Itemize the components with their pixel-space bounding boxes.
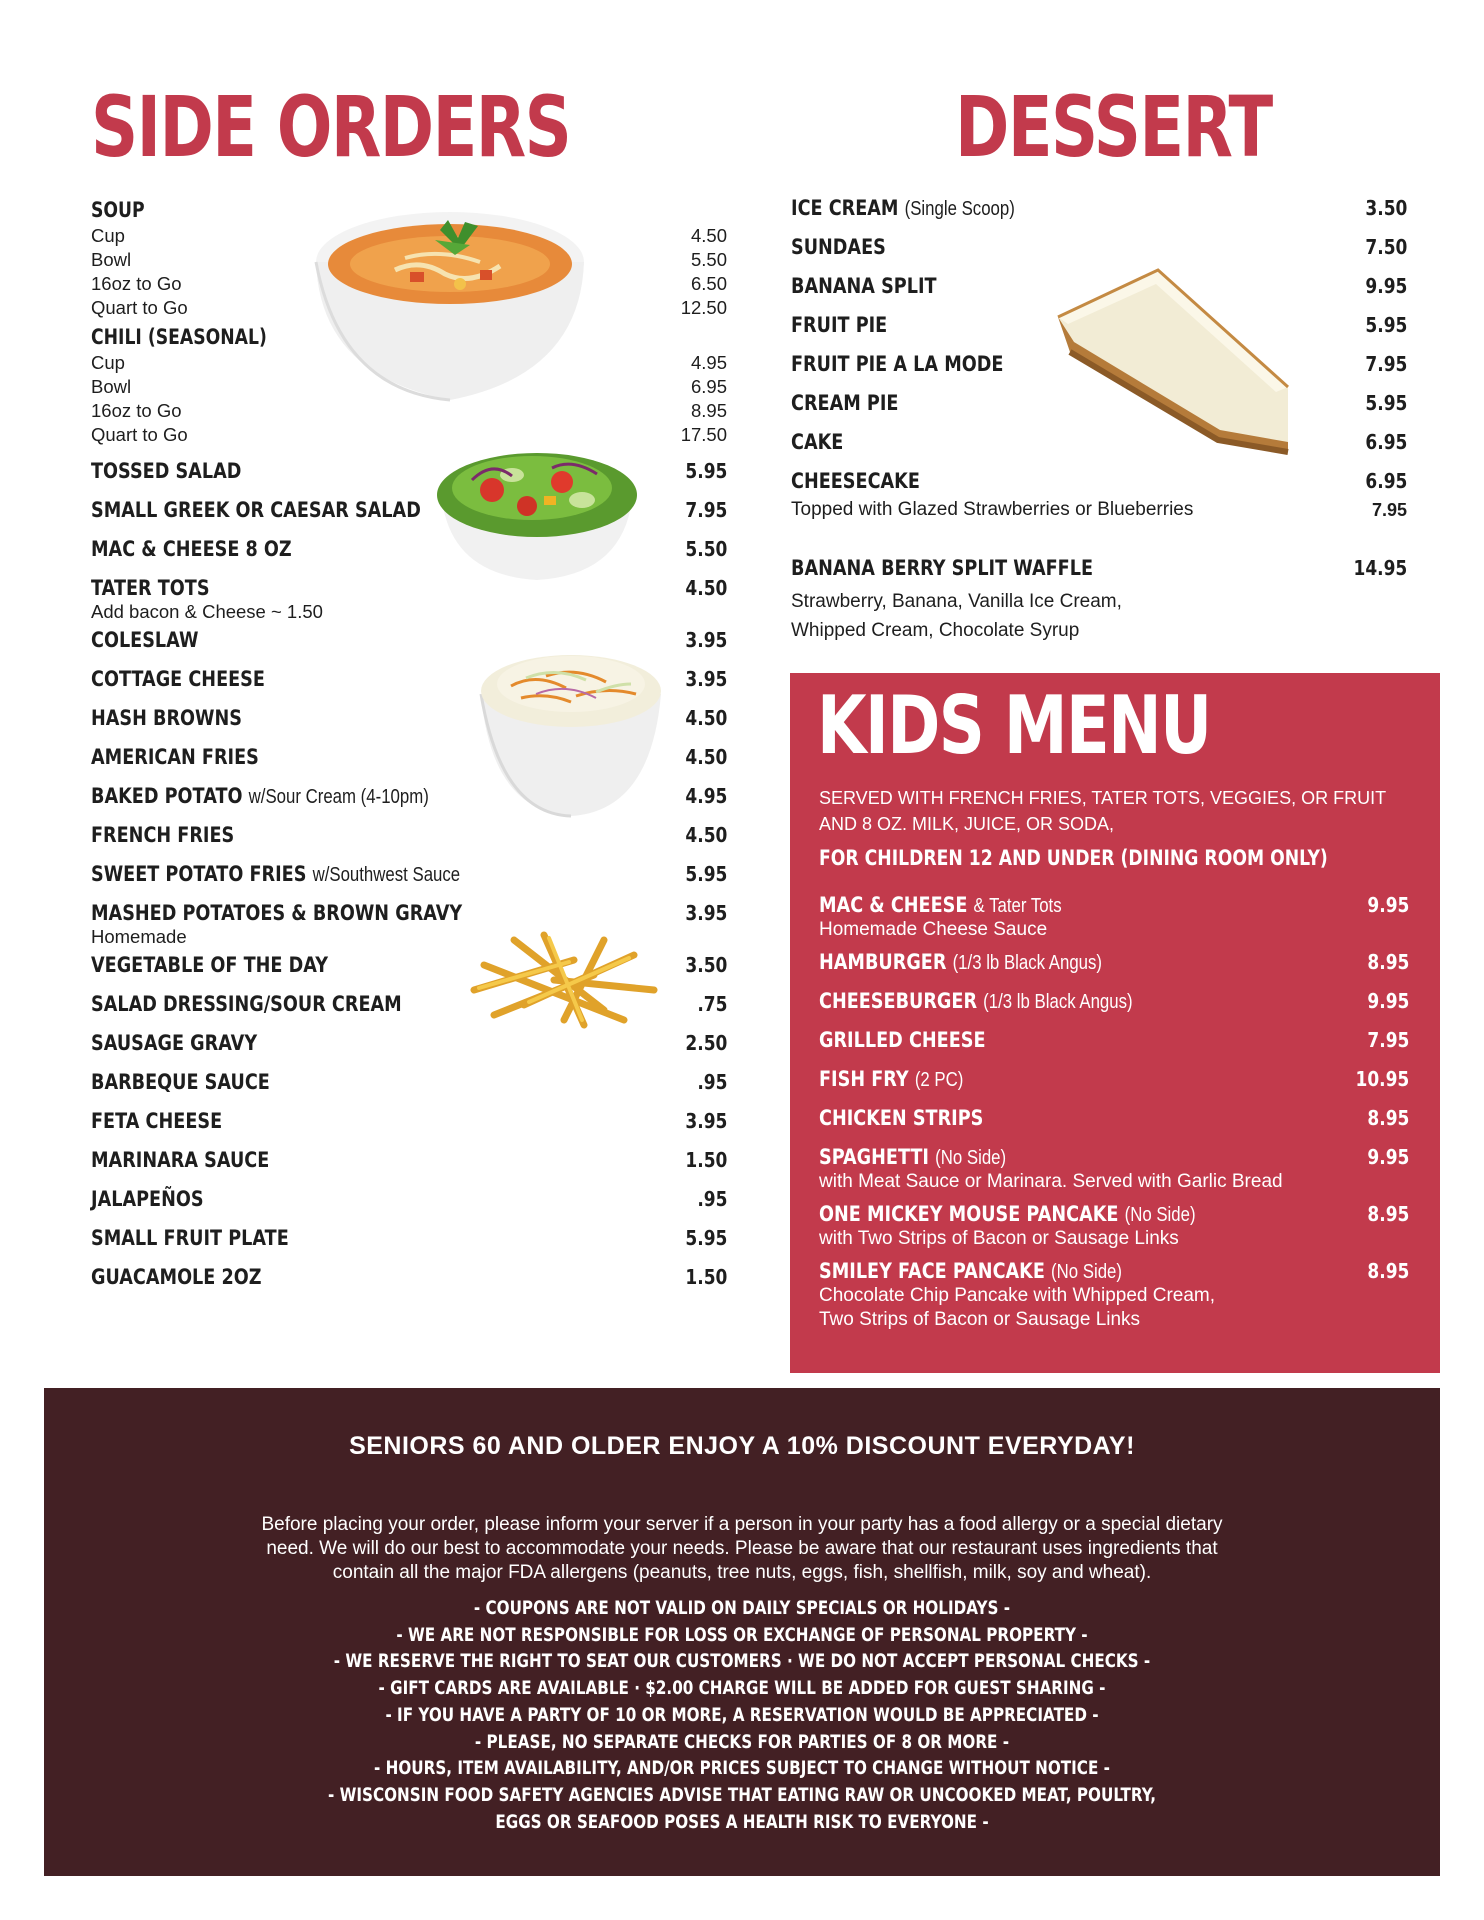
- item-desc-line: Chocolate Chip Pancake with Whipped Cream,: [819, 1285, 1216, 1306]
- size-label: Quart to Go: [91, 424, 188, 445]
- soup-title: SOUP: [91, 198, 145, 222]
- item-name: [791, 391, 898, 415]
- item-name: [91, 1226, 289, 1250]
- item-price: 5.95: [685, 1226, 727, 1250]
- side-item-row: [91, 784, 727, 823]
- soup-group: [91, 196, 727, 320]
- side-item-row: [91, 537, 727, 576]
- item-name-text: SAUSAGE GRAVY: [91, 1031, 258, 1055]
- size-price: 4.50: [690, 225, 727, 246]
- size-price: 8.95: [690, 400, 727, 421]
- item-price: 5.50: [685, 537, 727, 561]
- kids-age-note: FOR CHILDREN 12 AND UNDER (DINING ROOM ONLY): [819, 846, 1328, 870]
- item-name: [819, 1145, 1006, 1170]
- policy-rule: - HOURS, ITEM AVAILABILITY, AND/OR PRICES SUBJECT TO CHANGE WITHOUT NOTICE -: [374, 1757, 1110, 1780]
- item-price: 4.50: [685, 576, 727, 600]
- item-price: 8.95: [1367, 950, 1409, 974]
- dessert-items-list: [791, 196, 1407, 508]
- chili-size-row: [91, 351, 727, 375]
- item-price: 4.50: [685, 745, 727, 769]
- side-item-row: [91, 1265, 727, 1304]
- item-note: (2 PC): [914, 1069, 964, 1091]
- item-addon: Add bacon & Cheese ~ 1.50: [91, 601, 323, 622]
- item-name: [791, 313, 887, 337]
- size-label: Cup: [91, 352, 125, 373]
- size-price: 6.50: [690, 273, 727, 294]
- size-label: Cup: [91, 225, 125, 246]
- side-item-row: [91, 901, 727, 940]
- side-item-row: [91, 953, 727, 992]
- item-name: [819, 1106, 983, 1130]
- item-name-text: TATER TOTS: [91, 576, 210, 600]
- item-name: [91, 992, 402, 1016]
- dessert-heading: DESSERT: [955, 78, 1272, 176]
- item-name-text: SMALL FRUIT PLATE: [91, 1226, 289, 1250]
- item-price: 1.50: [685, 1148, 727, 1172]
- kids-item-row: [819, 1067, 1409, 1106]
- item-price: 5.95: [685, 459, 727, 483]
- item-price: .75: [696, 992, 727, 1016]
- soup-size-row: [91, 272, 727, 296]
- item-name: [91, 706, 242, 730]
- item-name-text: MARINARA SAUCE: [91, 1148, 270, 1172]
- item-name: [819, 950, 1102, 975]
- side-item-row: [91, 576, 727, 615]
- side-item-row: [91, 1187, 727, 1226]
- item-name: [91, 901, 462, 925]
- waffle-price: 14.95: [1353, 556, 1407, 580]
- footer-notice: [44, 1388, 1440, 1876]
- policy-rule: EGGS OR SEAFOOD POSES A HEALTH RISK TO EVERYONE -: [495, 1810, 989, 1833]
- size-price: 12.50: [680, 297, 727, 318]
- policy-rule: - WE ARE NOT RESPONSIBLE FOR LOSS OR EXCHANGE OF PERSONAL PROPERTY -: [396, 1623, 1088, 1646]
- kids-served-with: [819, 785, 1419, 837]
- dessert-item-row: [791, 391, 1407, 430]
- dessert-item-row: [791, 196, 1407, 235]
- item-name-text: BAKED POTATO: [91, 784, 243, 808]
- item-name: [791, 235, 886, 259]
- item-price: 9.95: [1367, 1145, 1409, 1169]
- item-name-text: VEGETABLE OF THE DAY: [91, 953, 328, 977]
- size-label: Bowl: [91, 376, 132, 397]
- item-note: (No Side): [1124, 1204, 1196, 1226]
- item-note: (No Side): [1051, 1261, 1123, 1283]
- allergy-line: Before placing your order, please inform your server if a person in your party has a food allergy or a special dietary: [261, 1514, 1223, 1535]
- waffle-name: BANANA BERRY SPLIT WAFFLE: [791, 556, 1094, 580]
- item-name: [91, 862, 460, 887]
- item-name: [91, 576, 210, 600]
- dessert-item-row: [791, 313, 1407, 352]
- item-price: 10.95: [1355, 1067, 1409, 1091]
- side-item-row: [91, 706, 727, 745]
- item-name-text: COTTAGE CHEESE: [91, 667, 265, 691]
- item-price: 9.95: [1367, 989, 1409, 1013]
- item-name-text: BARBEQUE SAUCE: [91, 1070, 270, 1094]
- item-name: [91, 1265, 262, 1289]
- item-name-text: GRILLED CHEESE: [819, 1028, 986, 1052]
- item-price: 4.95: [685, 784, 727, 808]
- item-name-text: HAMBURGER: [819, 950, 947, 974]
- item-name: [819, 1028, 986, 1052]
- item-desc: [819, 1170, 1409, 1194]
- kids-menu-heading: KIDS MENU: [817, 679, 1211, 772]
- soup-size-row: [91, 296, 727, 320]
- topping-text: Topped with Glazed Strawberries or Blueberries: [791, 499, 1194, 520]
- item-price: 4.50: [685, 823, 727, 847]
- item-name: [819, 1259, 1122, 1284]
- item-name: [791, 352, 1003, 376]
- item-note: (1/3 lb Black Angus): [983, 991, 1133, 1013]
- item-name-text: SWEET POTATO FRIES: [91, 862, 307, 886]
- chili-size-row: [91, 399, 727, 423]
- item-price: 4.50: [685, 706, 727, 730]
- item-note: w/Southwest Sauce: [312, 864, 461, 886]
- item-name-text: SPAGHETTI: [819, 1145, 930, 1169]
- policy-rule: - WISCONSIN FOOD SAFETY AGENCIES ADVISE THAT EATING RAW OR UNCOOKED MEAT, POULTRY,: [327, 1783, 1156, 1806]
- side-orders-heading: SIDE ORDERS: [91, 78, 571, 176]
- item-name-text: ONE MICKEY MOUSE PANCAKE: [819, 1202, 1119, 1226]
- item-name: [91, 537, 292, 561]
- item-name: [791, 196, 1015, 221]
- kids-item-row: [819, 950, 1409, 989]
- item-price: 7.95: [1367, 1028, 1409, 1052]
- item-name-text: AMERICAN FRIES: [91, 745, 259, 769]
- item-price: 3.50: [1365, 196, 1407, 220]
- side-orders-section: [91, 196, 727, 1304]
- allergy-notice: [204, 1513, 1280, 1585]
- item-addon: Homemade: [91, 926, 187, 947]
- item-name-text: ICE CREAM: [791, 196, 899, 220]
- side-item-row: [91, 745, 727, 784]
- item-price: 7.50: [1365, 235, 1407, 259]
- policy-rules: [44, 1595, 1440, 1835]
- item-name: [791, 469, 920, 493]
- item-name-text: JALAPEÑOS: [91, 1187, 204, 1211]
- item-price: 8.95: [1367, 1202, 1409, 1226]
- size-price: 4.95: [690, 352, 727, 373]
- item-note: (1/3 lb Black Angus): [952, 952, 1103, 974]
- item-name: [819, 1202, 1196, 1227]
- waffle-desc: [791, 587, 1407, 616]
- item-name: [91, 1031, 257, 1055]
- item-price: 8.95: [1367, 1106, 1409, 1130]
- item-price: 7.95: [1365, 352, 1407, 376]
- item-name-text: FRUIT PIE: [791, 313, 888, 337]
- chili-size-row: [91, 423, 727, 447]
- kids-item-row: [819, 989, 1409, 1028]
- item-name: [91, 953, 328, 977]
- item-note: (No Side): [935, 1147, 1007, 1169]
- dessert-item-row: [791, 235, 1407, 274]
- kids-menu-box: [790, 673, 1440, 1373]
- item-name-text: MAC & CHEESE: [819, 893, 968, 917]
- item-name-text: SMALL GREEK OR CAESAR SALAD: [91, 498, 421, 522]
- item-name: [91, 745, 259, 769]
- chili-size-row: [91, 375, 727, 399]
- size-label: Bowl: [91, 249, 132, 270]
- item-price: 3.95: [685, 667, 727, 691]
- item-price: 5.95: [1365, 391, 1407, 415]
- item-name: [91, 1109, 222, 1133]
- item-name-text: SUNDAES: [791, 235, 886, 259]
- side-item-row: [91, 628, 727, 667]
- side-items-list: [91, 459, 727, 1304]
- size-price: 6.95: [690, 376, 727, 397]
- item-note: & Tater Tots: [973, 895, 1062, 917]
- side-item-row: [91, 1226, 727, 1265]
- side-item-row: [91, 823, 727, 862]
- side-item-row: [91, 1148, 727, 1187]
- side-item-row: [91, 667, 727, 706]
- chili-title: CHILI (SEASONAL): [91, 325, 267, 349]
- item-price: 7.95: [685, 498, 727, 522]
- waffle-desc-line: Strawberry, Banana, Vanilla Ice Cream,: [791, 591, 1122, 612]
- topping-price: 7.95: [1371, 500, 1407, 520]
- item-price: 3.95: [685, 901, 727, 925]
- item-name-text: GUACAMOLE 2OZ: [91, 1265, 262, 1289]
- item-price: 5.95: [685, 862, 727, 886]
- item-name-text: FISH FRY: [819, 1067, 909, 1091]
- item-name: [91, 628, 198, 652]
- item-name: [91, 667, 265, 691]
- served-line: AND 8 OZ. MILK, JUICE, OR SODA,: [819, 814, 1115, 834]
- item-name-text: FRUIT PIE A LA MODE: [791, 352, 1004, 376]
- item-name-text: BANANA SPLIT: [791, 274, 937, 298]
- size-label: 16oz to Go: [91, 400, 182, 421]
- side-item-row: [91, 862, 727, 901]
- item-name: [91, 1187, 204, 1211]
- item-price: 3.50: [685, 953, 727, 977]
- item-name: [91, 1070, 270, 1094]
- item-name-text: MAC & CHEESE 8 OZ: [91, 537, 292, 561]
- item-name-text: CHEESEBURGER: [819, 989, 978, 1013]
- policy-rule: - GIFT CARDS ARE AVAILABLE · $2.00 CHARGE WILL BE ADDED FOR GUEST SHARING -: [378, 1677, 1106, 1700]
- item-name: [91, 784, 429, 809]
- item-note: w/Sour Cream (4-10pm): [248, 786, 429, 808]
- soup-size-row: [91, 248, 727, 272]
- served-line: SERVED WITH FRENCH FRIES, TATER TOTS, VEGGIES, OR FRUIT: [819, 788, 1387, 808]
- item-price: .95: [696, 1070, 727, 1094]
- item-name-text: CREAM PIE: [791, 391, 899, 415]
- item-desc-line: Homemade Cheese Sauce: [819, 919, 1048, 940]
- policy-rule: - PLEASE, NO SEPARATE CHECKS FOR PARTIES OF 8 OR MORE -: [474, 1730, 1010, 1753]
- policy-rule: - IF YOU HAVE A PARTY OF 10 OR MORE, A RESERVATION WOULD BE APPRECIATED -: [385, 1703, 1099, 1726]
- dessert-item-row: [791, 352, 1407, 391]
- item-name: [819, 1067, 963, 1092]
- item-price: 1.50: [685, 1265, 727, 1289]
- waffle-desc: [791, 616, 1407, 645]
- chili-group: [91, 323, 727, 447]
- item-name-text: COLESLAW: [91, 628, 199, 652]
- size-price: 5.50: [690, 249, 727, 270]
- item-price: .95: [696, 1187, 727, 1211]
- allergy-line: contain all the major FDA allergens (peanuts, tree nuts, eggs, fish, shellfish, milk, soy and wheat).: [332, 1562, 1152, 1583]
- kids-item-row: [819, 1106, 1409, 1145]
- item-name-text: SALAD DRESSING/SOUR CREAM: [91, 992, 402, 1016]
- kids-item-row: [819, 1028, 1409, 1067]
- dessert-section: [791, 196, 1407, 645]
- item-price: 9.95: [1365, 274, 1407, 298]
- item-name: [91, 823, 234, 847]
- item-desc-line: with Meat Sauce or Marinara. Served with Garlic Bread: [819, 1171, 1283, 1192]
- item-name-text: CHICKEN STRIPS: [819, 1106, 984, 1130]
- item-name: [91, 1148, 269, 1172]
- kids-items-list: [819, 893, 1409, 1340]
- side-item-row: [91, 1109, 727, 1148]
- item-price: 3.95: [685, 628, 727, 652]
- item-name-text: CHEESECAKE: [791, 469, 920, 493]
- policy-rule: - WE RESERVE THE RIGHT TO SEAT OUR CUSTOMERS · WE DO NOT ACCEPT PERSONAL CHECKS -: [333, 1650, 1151, 1673]
- item-name-text: CAKE: [791, 430, 844, 454]
- item-price: 9.95: [1367, 893, 1409, 917]
- item-price: 2.50: [685, 1031, 727, 1055]
- size-label: 16oz to Go: [91, 273, 182, 294]
- cheesecake-topping: [791, 498, 1407, 522]
- item-name-text: FETA CHEESE: [91, 1109, 223, 1133]
- item-desc-line: Two Strips of Bacon or Sausage Links: [819, 1309, 1141, 1330]
- item-price: 5.95: [1365, 313, 1407, 337]
- item-note: (Single Scoop): [904, 198, 1015, 220]
- size-price: 17.50: [680, 424, 727, 445]
- item-price: 3.95: [685, 1109, 727, 1133]
- item-name: [819, 893, 1062, 918]
- side-item-row: [91, 459, 727, 498]
- allergy-line: need. We will do our best to accommodate your needs. Please be aware that our restaurant uses ingredients that: [266, 1538, 1218, 1559]
- item-name: [91, 498, 421, 522]
- item-name: [819, 989, 1133, 1014]
- soup-size-row: [91, 224, 727, 248]
- item-price: 6.95: [1365, 469, 1407, 493]
- side-item-row: [91, 498, 727, 537]
- dessert-item-row: [791, 430, 1407, 469]
- waffle-desc-line: Whipped Cream, Chocolate Syrup: [791, 620, 1080, 641]
- item-name-text: FRENCH FRIES: [91, 823, 235, 847]
- item-desc-line: with Two Strips of Bacon or Sausage Links: [819, 1228, 1179, 1249]
- item-desc: [819, 1284, 1409, 1332]
- item-name-text: HASH BROWNS: [91, 706, 242, 730]
- item-price: 6.95: [1365, 430, 1407, 454]
- item-name: [791, 430, 843, 454]
- seniors-discount: SENIORS 60 AND OLDER ENJOY A 10% DISCOUNT EVERYDAY!: [349, 1432, 1135, 1460]
- item-desc: [819, 1227, 1409, 1251]
- item-price: 8.95: [1367, 1259, 1409, 1283]
- item-name: [791, 274, 937, 298]
- item-name-text: TOSSED SALAD: [91, 459, 242, 483]
- item-name: [91, 459, 241, 483]
- item-name-text: SMILEY FACE PANCAKE: [819, 1259, 1045, 1283]
- side-item-row: [91, 1031, 727, 1070]
- item-name-text: MASHED POTATOES & BROWN GRAVY: [91, 901, 463, 925]
- item-desc: [819, 918, 1409, 942]
- side-item-row: [91, 1070, 727, 1109]
- dessert-item-row: [791, 274, 1407, 313]
- size-label: Quart to Go: [91, 297, 188, 318]
- policy-rule: - COUPONS ARE NOT VALID ON DAILY SPECIALS OR HOLIDAYS -: [473, 1597, 1011, 1619]
- side-item-row: [91, 992, 727, 1031]
